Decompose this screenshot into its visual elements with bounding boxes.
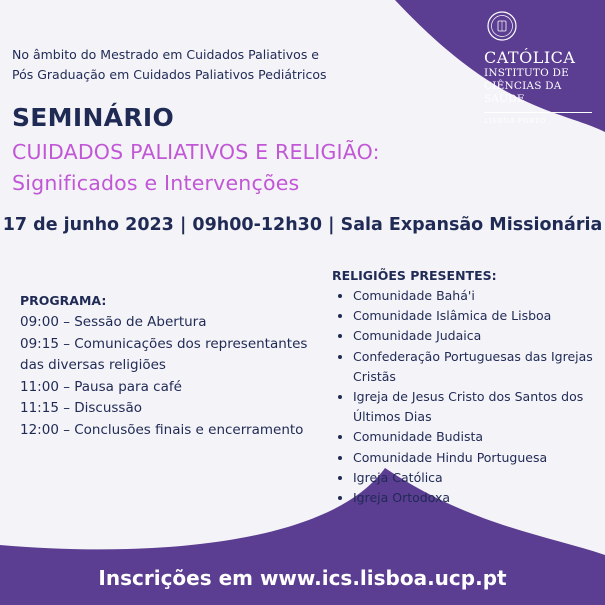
logo-line-2: INSTITUTO DE [484,67,569,79]
programa-item: 11:00 – Pausa para café [20,378,182,395]
programa-item: 09:15 – Comunicações dos representantes das diversas religiões [20,335,308,373]
programa-heading: PROGRAMA: [20,293,107,308]
institution-logo[interactable] [484,10,596,125]
list-item: • Comunidade Budista [353,427,600,447]
religioes-heading: RELIGIÕES PRESENTES: [332,268,497,283]
list-item: • Comunidade Hindu Portuguesa [353,448,600,468]
university-seal-icon [486,10,518,42]
logo-name: CATÓLICA [484,48,576,67]
logo-line-3: CIÊNCIAS DA SAÚDE [484,80,562,105]
programa-item: 12:00 – Conclusões finais e encerramento [20,421,304,438]
intro-line-1: No âmbito do Mestrado em Cuidados Paliativos e [12,47,320,62]
list-item: • Igreja Católica [353,468,600,488]
list-item: • Igreja Ortodoxa [353,488,600,508]
religioes-list [332,286,600,508]
intro-text [12,45,327,85]
registration-link[interactable]: Inscrições em www.ics.lisboa.ucp.pt [98,566,507,590]
list-item: • Igreja de Jesus Cristo dos Santos dos Últimos Dias [353,387,600,427]
logo-divider [484,112,592,113]
religioes-section [332,268,600,508]
page-title: SEMINÁRIO [12,103,175,132]
programa-section [20,293,310,441]
intro-line-2: Pós Graduação em Cuidados Paliativos Pediátricos [12,67,327,82]
programa-item: 09:00 – Sessão de Abertura [20,314,207,330]
subtitle-line-1: CUIDADOS PALIATIVOS E RELIGIÃO: [12,140,380,164]
programa-item: 11:15 – Discussão [20,400,142,416]
list-item: • Comunidade Judaica [353,326,600,346]
subtitle-line-2: Significados e Intervenções [12,171,300,195]
list-item: • Comunidade Bahá'i [353,286,600,306]
logo-line-4: LISBOA·PORTO [484,117,547,125]
event-details: 17 de junho 2023 | 09h00-12h30 | Sala Expansão Missionária [2,215,603,235]
list-item: • Comunidade Islâmica de Lisboa [353,306,600,326]
list-item: • Confederação Portuguesas das Igrejas Cristãs [353,347,600,387]
